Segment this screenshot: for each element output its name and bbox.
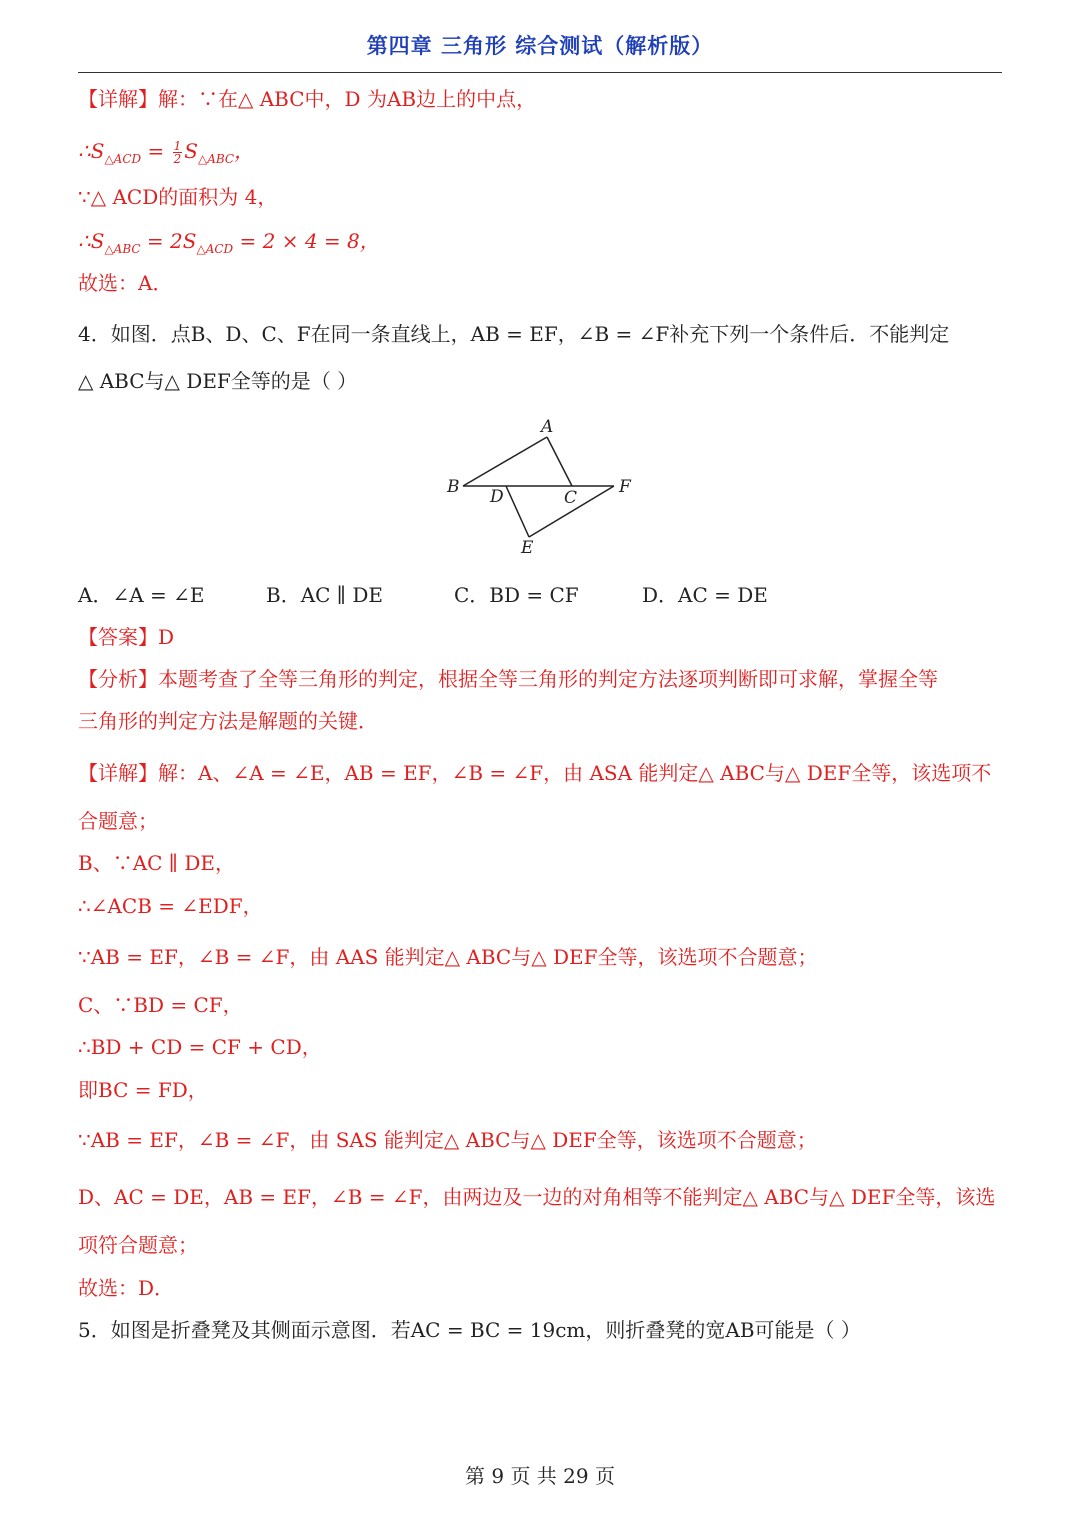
q4-option-b: B．AC ∥ DE [266, 583, 384, 607]
q4-detail-line4: ∴∠ACB = ∠EDF， [78, 894, 263, 918]
q4-detail-line8: 即BC = FD， [78, 1078, 208, 1102]
page-footer-number: 第 9 页 共 29 页 [465, 1464, 615, 1488]
q4-option-a: A．∠A = ∠E [78, 583, 205, 607]
q4-option-c: C．BD = CF [454, 583, 579, 607]
q4-detail-line1: 【详解】解：A、∠A = ∠E，AB = EF，∠B = ∠F，由 ASA 能判定△ ABC与△ DEF全等，该选项不 [78, 761, 992, 785]
q4-detail-line6: C、∵BD = CF， [78, 993, 243, 1017]
q4-detail-line3: B、∵AC ∥ DE， [78, 851, 236, 875]
header-rule [78, 72, 1002, 73]
label-d: D [490, 487, 504, 507]
q4-analysis-line1: 【分析】本题考查了全等三角形的判定，根据全等三角形的判定方法逐项判断即可求解，掌握全等 [78, 667, 938, 691]
q3-detail-line2: $\therefore S_{\triangle ACD}$ = $\frac{1}{2}$ $S_{\triangle ABC}$， [78, 139, 255, 166]
q3-detail-line3: ∵△ ACD的面积为 4， [78, 185, 278, 209]
q4-triangle-figure [440, 410, 640, 560]
label-c: C [564, 488, 578, 508]
q4-analysis-line2: 三角形的判定方法是解题的关键． [78, 709, 378, 733]
label-f: F [619, 477, 631, 497]
q4-detail-line7: ∴BD + CD = CF + CD， [78, 1035, 322, 1059]
segment-de [506, 486, 529, 537]
q5-stem: 5．如图是折叠凳及其侧面示意图．若AC = BC = 19cm，则折叠凳的宽AB可能是（ ） [78, 1318, 861, 1342]
label-b: B [447, 477, 460, 497]
q3-detail-line1: 【详解】解：∵在△ ABC中，D 为AB边上的中点， [78, 87, 537, 111]
q4-detail-line10: D、AC = DE，AB = EF，∠B = ∠F，由两边及一边的对角相等不能判定△ ABC与△ DEF全等，该选 [78, 1185, 996, 1209]
q4-stem-line1: 4．如图．点B、D、C、F在同一条直线上，AB = EF，∠B = ∠F补充下列一个条件后．不能判定 [78, 322, 950, 346]
q4-option-d: D．AC = DE [642, 583, 768, 607]
q4-detail-line11: 项符合题意； [78, 1233, 198, 1257]
q4-choice-line: 故选：D． [78, 1276, 175, 1300]
q3-choice-line: 故选：A． [78, 271, 173, 295]
segment-ac [547, 437, 572, 486]
label-a: A [541, 417, 554, 437]
segment-ba [463, 437, 547, 486]
q4-detail-line9: ∵AB = EF，∠B = ∠F，由 SAS 能判定△ ABC与△ DEF全等，该选项不合题意； [78, 1128, 817, 1152]
q4-detail-line2: 合题意； [78, 809, 158, 833]
q4-answer: 【答案】D [78, 625, 175, 649]
label-e: E [521, 538, 534, 558]
page-header-title: 第四章 三角形 综合测试（解析版） [366, 34, 714, 58]
q4-detail-line5: ∵AB = EF，∠B = ∠F，由 AAS 能判定△ ABC与△ DEF全等，该选项不合题意； [78, 945, 818, 969]
q3-detail-line4: $\therefore S_{\triangle ABC} = 2S_{\triangle ACD} = 2 \times 4 = 8$， [78, 229, 380, 256]
q4-stem-line2: △ ABC与△ DEF全等的是（ ） [78, 369, 358, 393]
